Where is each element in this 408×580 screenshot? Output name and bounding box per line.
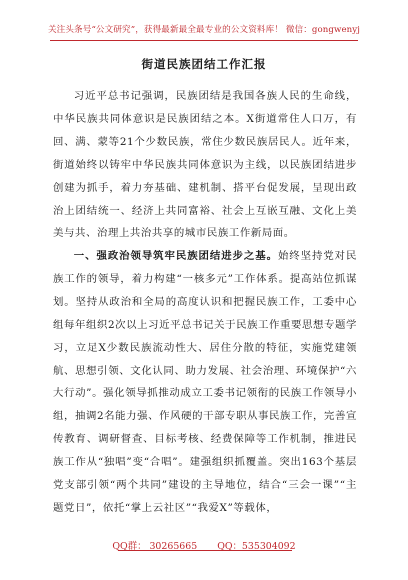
header-banner: 关注头条号“公文研究”，获得最新最全最专业的公文资料库！ 微信：gongwenyj (47, 25, 361, 35)
paragraph-intro: 习近平总书记强调，民族团结是我国各族人民的生命线，中华民族共同体意识是民族团结之本。X街道常住人口万，有回、满、蒙等21个少数民族，常住少数民族居民人。近年来，街道始终以铸牢中华民族共同体意识为主线，以民族团结进步创建为抓手，着力夯基础、建机制、搭平台促发展，呈现出政治上团结统一、经济上共同富裕、社会上互嵌互融、文化上美美与共、治理上共治共享的城市民族工作新局面。 (53, 90, 357, 240)
footer-qq-group: QQ群： 30265665 (112, 541, 198, 552)
footer-divider (118, 550, 292, 551)
section-body: 始终坚持党对民族工作的领导，着力构建“一核多元”工作体系。提高站位抓谋划。坚持从政治和全局的高度认识和把握民族工作，工委中心组每年组织2次以上习近平总书记关于民族工作重要思想专题学习，立足X少数民族流动性大、居住分散的特征，实施党建领航、思想引领、文化认同、助力发展、社会治理、环境保护“六大行动”。强化领导抓推动成立工委书记领衔的民族工作领导小组，抽调2名能力强、作风硬的干部专职从事民族工作，完善宣传教育、调研督查、目标考核、经费保障等工作机制，推进民族工作从“独唱”变“合唱”。建强组织抓覆盖。突出163个基层党支部引领“两个共同”建设的主导地位，结合“三会一课”“主题党日”，依托“掌上云社区”“我爱X”等载体， (53, 250, 357, 514)
header-divider (50, 40, 358, 41)
section-heading: 一、强政治领导筑牢民族团结进步之基。 (73, 250, 278, 262)
footer-qq: QQ：535304092 (217, 541, 296, 552)
paragraph-section-1 (53, 245, 357, 520)
document-title: 街道民族团结工作汇报 (141, 57, 267, 71)
